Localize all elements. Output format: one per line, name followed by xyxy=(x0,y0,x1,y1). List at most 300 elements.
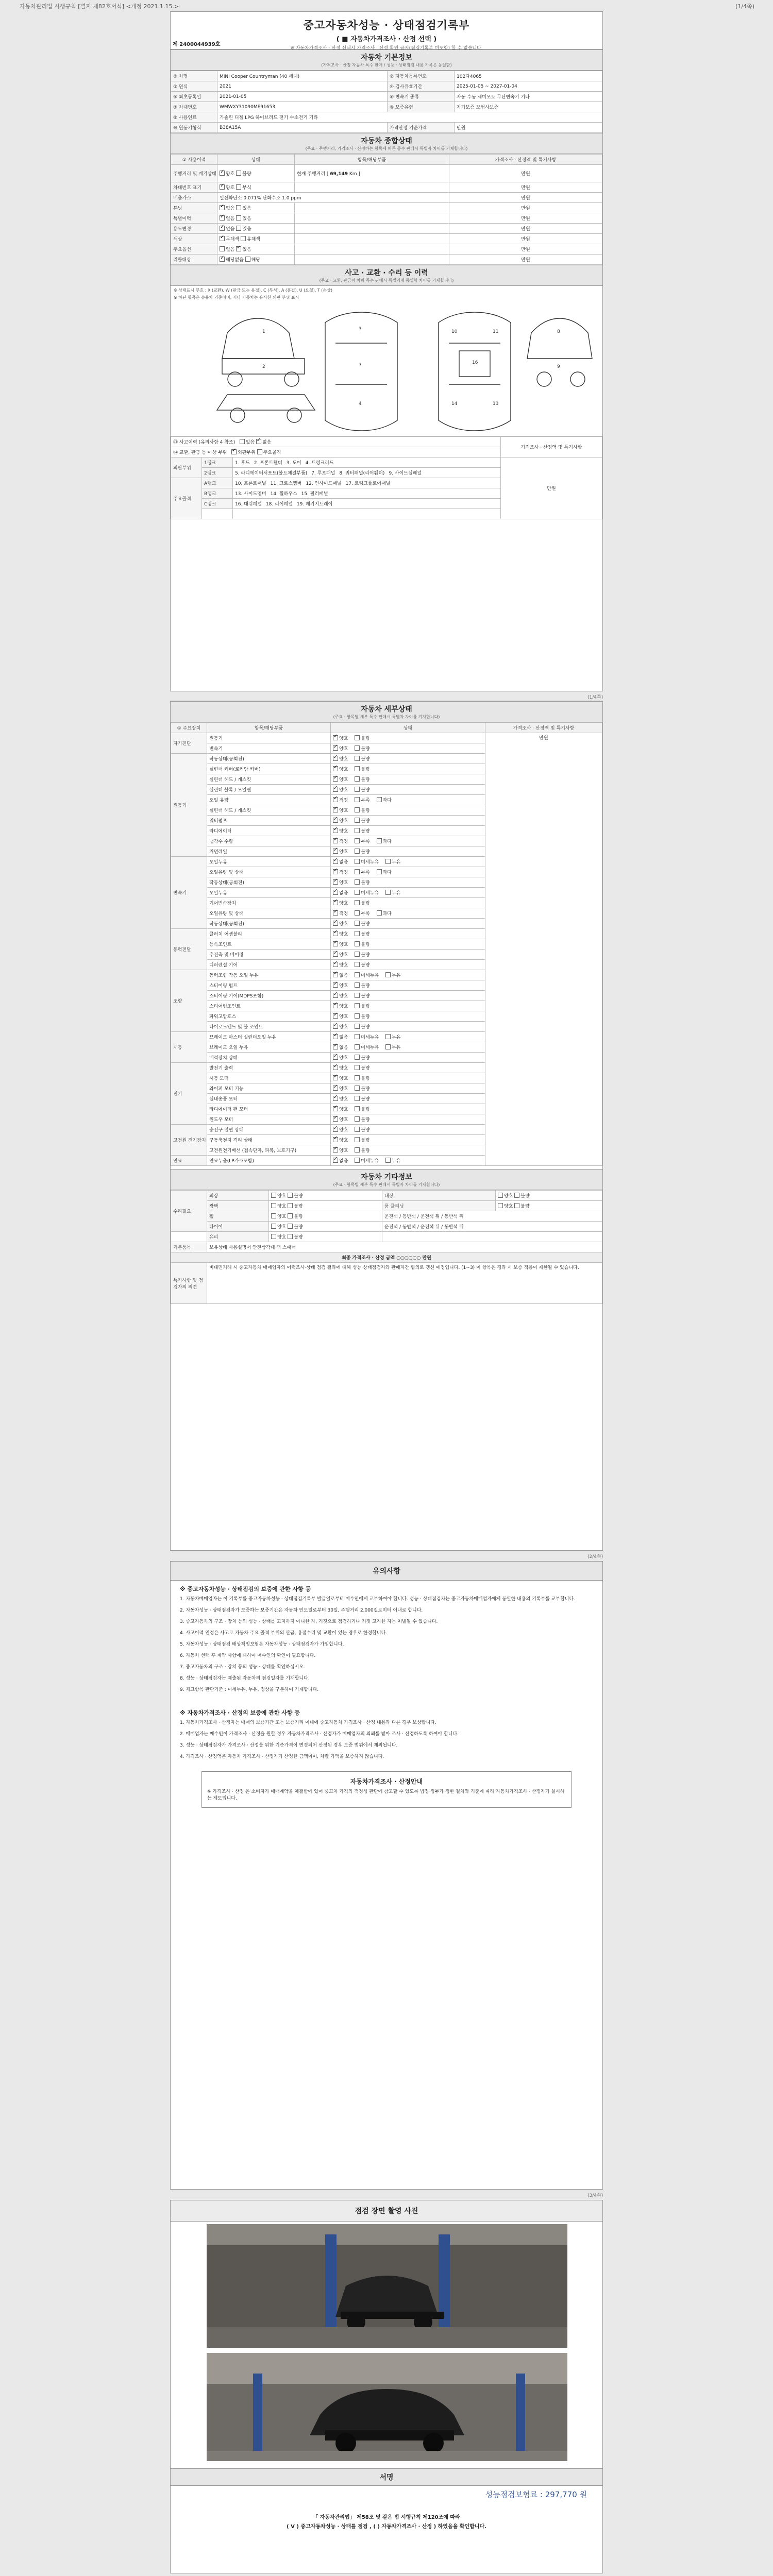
checkbox[interactable] xyxy=(220,226,225,231)
checkbox[interactable] xyxy=(220,184,225,190)
checkbox[interactable] xyxy=(220,171,225,176)
checkbox[interactable] xyxy=(333,952,338,957)
rank-label: 1랭크 xyxy=(202,457,233,468)
first-registration-date: 2021-01-05 xyxy=(217,92,388,102)
checkbox[interactable] xyxy=(355,921,360,926)
checkbox[interactable] xyxy=(355,735,360,740)
checkbox[interactable] xyxy=(333,859,338,864)
checkbox[interactable] xyxy=(236,171,241,176)
table-row xyxy=(171,733,602,743)
checkbox[interactable] xyxy=(333,1044,338,1049)
document-header xyxy=(171,12,602,49)
part-label: 오일누유 xyxy=(207,857,331,867)
part-label: 오일누유 xyxy=(207,888,331,898)
page-number: (2/4쪽) xyxy=(587,1554,603,1560)
checkbox[interactable] xyxy=(288,1234,293,1239)
checkbox[interactable] xyxy=(377,910,382,916)
option-label: 없음 xyxy=(339,1035,350,1040)
checkbox[interactable] xyxy=(288,1193,293,1198)
part-label: 발전기 출력 xyxy=(207,1063,331,1073)
checkbox[interactable] xyxy=(271,1224,276,1229)
option-label: 불량 xyxy=(361,736,370,741)
option-label: 없음 xyxy=(262,440,272,445)
part-label: 시동 모터 xyxy=(207,1073,331,1083)
part: 11. 크로스멤버 xyxy=(270,481,302,486)
checkbox[interactable] xyxy=(355,1086,360,1091)
checkbox[interactable] xyxy=(333,1116,338,1122)
checkbox[interactable] xyxy=(271,1234,276,1239)
label: 외장 xyxy=(207,1191,269,1201)
checkbox[interactable] xyxy=(385,1158,391,1163)
checkbox[interactable] xyxy=(355,756,360,761)
checkbox[interactable] xyxy=(385,1034,391,1039)
checkbox[interactable] xyxy=(355,962,360,967)
checkbox[interactable] xyxy=(385,972,391,977)
status-options xyxy=(331,1104,485,1114)
vehicle-name: MINI Cooper Countryman (40 세대) xyxy=(217,71,388,81)
odometer-value: 69,149 xyxy=(330,172,348,177)
option-label: 불량 xyxy=(361,922,370,927)
engine-type: B38A15A xyxy=(217,123,388,133)
checkbox[interactable] xyxy=(333,818,338,823)
registration-number: 102다4065 xyxy=(455,71,602,81)
sign-header xyxy=(171,2468,602,2486)
option-label: 양호 xyxy=(339,1056,350,1061)
checkbox[interactable] xyxy=(333,745,338,751)
status-options xyxy=(331,888,485,898)
option-label: 불량 xyxy=(361,963,370,968)
checkbox[interactable] xyxy=(288,1213,293,1218)
col-header: 상태 xyxy=(217,155,295,165)
checkbox[interactable] xyxy=(220,215,225,221)
checkbox[interactable] xyxy=(498,1203,503,1208)
checkbox[interactable] xyxy=(514,1203,519,1208)
checkbox[interactable] xyxy=(333,1147,338,1153)
svg-text:3: 3 xyxy=(359,327,362,332)
option-label: 양호 xyxy=(339,850,350,855)
option-label: 양호 xyxy=(339,788,350,793)
checkbox[interactable] xyxy=(377,797,382,802)
svg-text:11: 11 xyxy=(493,329,499,334)
col-header: 가격조사 · 산정액 및 특기사항 xyxy=(449,155,602,165)
checkbox[interactable] xyxy=(355,993,360,998)
status-options xyxy=(331,1063,485,1073)
accident-header xyxy=(171,265,602,286)
checkbox[interactable] xyxy=(333,1075,338,1080)
section-title: 자동차 세부상태 xyxy=(361,705,412,714)
status-options xyxy=(331,950,485,960)
checkbox[interactable] xyxy=(355,766,360,771)
section-title: 자동차 종합상태 xyxy=(361,137,412,145)
svg-text:8: 8 xyxy=(557,329,560,334)
option-label: 불량 xyxy=(361,942,370,947)
part-label: 실린더 커버(로커암 커버) xyxy=(207,764,331,774)
checkbox[interactable] xyxy=(257,449,262,454)
section-subtitle: (주요 · 항목별 세부 특수 판매시 특별자 차이를 기재합니다) xyxy=(333,715,440,719)
option-label: 양호 xyxy=(339,953,350,958)
status-options xyxy=(331,1156,485,1166)
checkbox[interactable] xyxy=(355,941,360,946)
label: 특별이력 xyxy=(171,213,217,224)
checkbox[interactable] xyxy=(355,828,360,833)
part: 17. 트렁크플로어패널 xyxy=(345,481,391,486)
checkbox[interactable] xyxy=(333,921,338,926)
checkbox[interactable] xyxy=(355,1024,360,1029)
option-label: 불량 xyxy=(361,932,370,937)
checkbox[interactable] xyxy=(355,1127,360,1132)
option-label: 과다 xyxy=(382,870,392,875)
checkbox[interactable] xyxy=(355,797,360,802)
option-label: 불량 xyxy=(361,1066,370,1071)
label: ① 차명 xyxy=(171,71,217,81)
table-row xyxy=(171,102,602,112)
checkbox[interactable] xyxy=(355,1096,360,1101)
option-label: 불량 xyxy=(361,1025,370,1030)
option-label: 양호 xyxy=(339,932,350,937)
price-guide-box xyxy=(201,1771,572,1808)
checkbox[interactable] xyxy=(236,246,241,251)
etc-header xyxy=(171,1169,602,1190)
checkbox[interactable] xyxy=(333,879,338,885)
checkbox[interactable] xyxy=(271,1213,276,1218)
option-label: 불량 xyxy=(361,984,370,989)
checkbox[interactable] xyxy=(333,962,338,967)
checkbox[interactable] xyxy=(377,869,382,874)
option-label: 주요골격 xyxy=(263,450,281,455)
option-label: 과다 xyxy=(382,798,392,803)
checkbox[interactable] xyxy=(355,838,360,843)
part: 7. 루프패널 xyxy=(311,471,335,476)
notice-item: 4. 가격조사 · 산정액은 자동차 가격조사 · 산정자가 산정한 금액이며, 차량 가액을 보증하지 않습니다. xyxy=(180,1754,384,1759)
notice-list xyxy=(171,1719,602,1761)
checkbox[interactable] xyxy=(355,1137,360,1142)
checkbox[interactable] xyxy=(355,849,360,854)
checkbox[interactable] xyxy=(288,1224,293,1229)
checkbox[interactable] xyxy=(240,439,245,444)
checkbox[interactable] xyxy=(333,993,338,998)
checkbox[interactable] xyxy=(220,236,225,241)
svg-text:1: 1 xyxy=(262,329,265,334)
checkbox[interactable] xyxy=(236,226,241,231)
svg-text:4: 4 xyxy=(359,401,362,406)
part: 4. 트렁크리드 xyxy=(305,461,334,466)
label: ⑥ 변속기 종류 xyxy=(388,92,455,102)
option-label: 양호 xyxy=(339,767,350,772)
checkbox[interactable] xyxy=(333,766,338,771)
checkbox[interactable] xyxy=(245,257,250,262)
checkbox[interactable] xyxy=(355,787,360,792)
checkbox[interactable] xyxy=(220,246,225,251)
option-label: 불량 xyxy=(361,1076,370,1081)
status-options xyxy=(331,1083,485,1094)
checkbox[interactable] xyxy=(241,236,246,241)
detail-header xyxy=(171,701,602,722)
checkbox[interactable] xyxy=(333,807,338,812)
checkbox[interactable] xyxy=(355,982,360,988)
confirmation-statement: ( V ) 중고자동차성능 · 상태를 점검 , ( ) 자동차가격조사 · 산정 ) 하였음을 확인합니다. xyxy=(287,2524,486,2530)
checkbox[interactable] xyxy=(355,776,360,782)
part-label: 작동상태(공회전) xyxy=(207,754,331,764)
checkbox[interactable] xyxy=(333,982,338,988)
option-label: 없음 xyxy=(339,1045,350,1050)
label: ⑦ 차대번호 xyxy=(171,102,217,112)
part-label: 와이퍼 모터 기능 xyxy=(207,1083,331,1094)
checkbox[interactable] xyxy=(355,1065,360,1070)
status-options xyxy=(331,1032,485,1042)
status-legend: ※ 상태표시 부호 : X (교환), W (판금 또는 용접), C (부식), A (흠집), U (요철), T (손상) xyxy=(174,288,333,293)
status-options xyxy=(331,898,485,908)
status-options xyxy=(331,754,485,764)
option-label: 없음 xyxy=(339,1159,350,1164)
checkbox[interactable] xyxy=(355,1034,360,1039)
part-label: 오일유량 및 상태 xyxy=(207,908,331,919)
checkbox[interactable] xyxy=(333,776,338,782)
option-label: 불량 xyxy=(361,850,370,855)
option-label: 불량 xyxy=(361,1087,370,1092)
box-text: ※ 가격조사 · 산정 은 소비자가 매매계약을 체결함에 있어 중고차 가격의 적정성 판단에 참고할 수 있도록 법정 정부가 정한 절차와 기준에 따라 자동차가격조사 · 산정자가 실시하는 제도입니다. xyxy=(207,1789,565,1801)
device-label: 원동기 xyxy=(171,754,207,857)
checkbox[interactable] xyxy=(355,1147,360,1153)
checkbox[interactable] xyxy=(355,1013,360,1019)
label: ③ 연식 xyxy=(171,81,217,92)
checkbox[interactable] xyxy=(236,215,241,221)
part-label: 타이로드엔드 및 볼 조인트 xyxy=(207,1022,331,1032)
checkbox[interactable] xyxy=(355,1106,360,1111)
checkbox[interactable] xyxy=(355,879,360,885)
checkbox[interactable] xyxy=(355,869,360,874)
checkbox[interactable] xyxy=(333,797,338,802)
checkbox[interactable] xyxy=(355,952,360,957)
option-label: 누유 xyxy=(391,1045,401,1050)
section-title: 자동차 기타정보 xyxy=(361,1173,412,1181)
checkbox[interactable] xyxy=(333,910,338,916)
rank-label: A랭크 xyxy=(202,478,233,488)
checkbox[interactable] xyxy=(271,1193,276,1198)
detail-table xyxy=(171,722,602,1166)
checkbox[interactable] xyxy=(355,1075,360,1080)
odometer-unit: Km xyxy=(349,172,357,177)
checkbox[interactable] xyxy=(333,941,338,946)
checkbox[interactable] xyxy=(355,807,360,812)
col-header: 가격조사 · 산정액 및 특기사항 xyxy=(485,723,602,733)
checkbox[interactable] xyxy=(355,818,360,823)
part-label: 스티어링 기어(MDPS포함) xyxy=(207,991,331,1001)
accident-table: ⑬ 사고이력 (유의사항 4 참조) 있음 ✓ 없음 가격조사 · 산정액 및 특기사항 ⑭ 교환, 판금 등 이상 부위 ✓ 외판부위 주요골격 외판부위 1랭크 1. 후드 2. 프론트휀더 3. 도어 4. 트렁크리드 만원 2랭크 5. 라디에이터서포트(볼트체결부품) 7. 루프패널 8. 쿼터패널(리어휀더) 9. 사이드실패널 주요골격 A랭크 10. 프론트패널 11. 크로스멤버 12. 인사이드패널 17. 트렁크플로어패널 B랭크 13. 사이드멤버 14. 휠하우스 15. 필러패널 C랭크 16. 대쉬패널 18. 리어패널 19. 패키지트레이 xyxy=(171,436,602,519)
part-label: 오일 유량 xyxy=(207,795,331,805)
checkbox[interactable] xyxy=(355,1044,360,1049)
garage-vehicle-photo xyxy=(207,2353,567,2461)
checkbox[interactable] xyxy=(220,205,225,210)
checkbox[interactable] xyxy=(355,931,360,936)
checkbox[interactable] xyxy=(333,1055,338,1060)
section-subtitle: (주요 · 교환, 판금이 차량 특수 판매시 특별기재 동일함 차이를 기재합니다) xyxy=(319,278,454,283)
checkbox[interactable] xyxy=(333,1003,338,1008)
checkbox[interactable] xyxy=(355,745,360,751)
notice-item: 9. 체크항목 판단기준 : 미세누유, 누유, 정상을 구분하여 기재합니다. xyxy=(180,1687,319,1692)
inspection-photo-2 xyxy=(207,2353,567,2461)
checkbox[interactable] xyxy=(355,900,360,905)
checkbox[interactable] xyxy=(236,184,241,190)
checkbox[interactable] xyxy=(333,869,338,874)
status-options xyxy=(331,826,485,836)
col-header: ① 주요장치 xyxy=(171,723,207,733)
checkbox[interactable] xyxy=(333,1137,338,1142)
legend-note: ※ 하단 항목은 승용차 기준이며, 기타 자동차는 유사한 외판 부위 표시 xyxy=(174,295,299,300)
checkbox[interactable] xyxy=(256,439,261,444)
part-label: 작동상태(공회전) xyxy=(207,877,331,888)
checkbox[interactable] xyxy=(333,735,338,740)
checkbox[interactable] xyxy=(355,910,360,916)
status-options xyxy=(331,805,485,816)
option-label: 부족 xyxy=(361,911,372,917)
checkbox[interactable] xyxy=(220,257,225,262)
device-label: 고전원 전기장치 xyxy=(171,1125,207,1156)
fee-label: 성능점검보험료 : xyxy=(485,2490,543,2499)
part-label: 작동상태(공회전) xyxy=(207,919,331,929)
group-label: 외판부위 xyxy=(171,457,202,478)
checkbox[interactable] xyxy=(333,1158,338,1163)
checkbox[interactable] xyxy=(333,787,338,792)
status-options xyxy=(331,1094,485,1104)
top-bar xyxy=(0,0,773,10)
status-options xyxy=(331,1073,485,1083)
col-header: 상태 xyxy=(331,723,485,733)
status-options xyxy=(331,1001,485,1011)
checkbox[interactable] xyxy=(333,849,338,854)
part-label: 윈도우 모터 xyxy=(207,1114,331,1125)
part-label: 등속조인트 xyxy=(207,939,331,950)
warranty-type: 자가보증 보험사보증 xyxy=(455,102,602,112)
part-label: 변속기 xyxy=(207,743,331,754)
checkbox[interactable] xyxy=(385,859,391,864)
notice-list xyxy=(171,1595,602,1694)
table-row xyxy=(171,112,602,123)
status-options xyxy=(331,774,485,785)
checkbox[interactable] xyxy=(333,972,338,977)
col-header: 항목/해당부품 xyxy=(295,155,449,165)
status-options xyxy=(331,939,485,950)
checkbox[interactable] xyxy=(333,931,338,936)
option-label: 양호 xyxy=(339,901,350,906)
checkbox[interactable] xyxy=(271,1203,276,1208)
option-label: 불량 xyxy=(361,1056,370,1061)
checkbox[interactable] xyxy=(333,1086,338,1091)
status-options xyxy=(331,877,485,888)
label: 유리 xyxy=(207,1232,269,1242)
summary-header xyxy=(171,133,602,154)
label: 광택 xyxy=(207,1201,269,1211)
checkbox[interactable] xyxy=(333,1013,338,1019)
option-label: 양호 xyxy=(339,808,350,814)
status-options xyxy=(331,743,485,754)
checkbox[interactable] xyxy=(333,890,338,895)
checkbox[interactable] xyxy=(333,1024,338,1029)
checkbox[interactable] xyxy=(333,756,338,761)
checkbox[interactable] xyxy=(333,1106,338,1111)
svg-text:16: 16 xyxy=(472,360,478,365)
checkbox[interactable] xyxy=(355,1116,360,1122)
checkbox[interactable] xyxy=(498,1193,503,1198)
summary-table: ① 사용이력 상태 항목/해당부품 가격조사 · 산정액 및 특기사항 주행거리 및 계기상태 ✓ 양호 불량 현재 주행거리 [ 69,149 Km ] 만원 차대번호 표기 ✓ 양호 부식 만원 배출가스 일산화탄소 0.071% 탄화수소 1.0 ppm 만원 튜닝 ✓ 없음 있음 만원 특별이력 ✓ 없음 있음 만원 용도변경 ✓ 없음 있음 만원 색상 ✓ 무채색 유채색 만원 주요옵션 없음 ✓있음 만원 리콜대상 ✓ 해당없음 해당 만원 xyxy=(171,154,602,265)
option-label: 불량 xyxy=(361,1004,370,1009)
legal-statement: 「 자동차관리법」 제58조 및 같은 법 시행규칙 제120조에 따라 xyxy=(313,2515,460,2520)
option-label: 부족 xyxy=(361,798,372,803)
emission-values: 일산화탄소 0.071% 탄화수소 1.0 ppm xyxy=(217,193,449,203)
vin: WMWXY31090ME91653 xyxy=(217,102,388,112)
device-label: 연료 xyxy=(171,1156,207,1166)
checkbox[interactable] xyxy=(333,828,338,833)
label: ⑨ 사용연료 xyxy=(171,112,217,123)
part: 15. 필러패널 xyxy=(301,492,328,497)
part-label: 클러치 어셈블리 xyxy=(207,929,331,939)
option-label: 부족 xyxy=(361,870,372,875)
basic-info-header xyxy=(171,49,602,71)
checkbox[interactable] xyxy=(355,1003,360,1008)
checkbox[interactable] xyxy=(333,1065,338,1070)
option-label: 불량 xyxy=(361,788,370,793)
status-options xyxy=(331,846,485,857)
model-year: 2021 xyxy=(217,81,388,92)
option-label: 양호 xyxy=(339,1117,350,1123)
page-4 xyxy=(170,2200,603,2573)
section-title: 서명 xyxy=(379,2473,394,2482)
label: 기본품목 xyxy=(171,1242,207,1252)
option-label: 불량 xyxy=(361,994,370,999)
part: 10. 프론트패널 xyxy=(235,481,266,486)
section-subtitle: (가격조사 · 산정 자동차 특수 판매 / 성능 · 상태점검 내용 기록은 동일함) xyxy=(321,63,452,67)
checkbox[interactable] xyxy=(288,1203,293,1208)
part-label: 라디에이터 팬 모터 xyxy=(207,1104,331,1114)
checkbox[interactable] xyxy=(231,449,237,454)
checkbox[interactable] xyxy=(333,900,338,905)
status-options xyxy=(331,1125,485,1135)
checkbox[interactable] xyxy=(377,838,382,843)
document-note: ※ 자동차가격조사 · 산정 선택시 가격조사 · 산정 확인 금지(점검기록부 미포함) 할 수 없습니다. xyxy=(290,46,483,51)
section-title: 유의사항 xyxy=(372,1567,401,1575)
status-options xyxy=(331,857,485,867)
checkbox[interactable] xyxy=(333,838,338,843)
checkbox[interactable] xyxy=(355,1055,360,1060)
section-title: 사고 · 교환 · 수리 등 이력 xyxy=(345,269,428,277)
checkbox[interactable] xyxy=(355,859,360,864)
checkbox[interactable] xyxy=(355,890,360,895)
notice-item: 8. 성능 · 상태점검자는 제출된 자동차의 점검일자를 기재합니다. xyxy=(180,1676,310,1681)
status-options xyxy=(331,991,485,1001)
price-cell: 만원 xyxy=(485,733,602,1166)
checkbox[interactable] xyxy=(355,1158,360,1163)
option-label: 불량 xyxy=(361,901,370,906)
device-label: 조향 xyxy=(171,970,207,1032)
checkbox[interactable] xyxy=(333,1127,338,1132)
checkbox[interactable] xyxy=(333,1034,338,1039)
checkbox[interactable] xyxy=(333,1096,338,1101)
option-label: 미세누유 xyxy=(361,1045,380,1050)
option-label: 불량 xyxy=(361,1148,370,1154)
checkbox[interactable] xyxy=(236,205,241,210)
checkbox[interactable] xyxy=(355,972,360,977)
option-label: 있음 xyxy=(245,440,255,445)
part: 19. 패키지트레이 xyxy=(296,502,333,507)
checkbox[interactable] xyxy=(385,890,391,895)
checkbox[interactable] xyxy=(385,1044,391,1049)
option-label: 불량 xyxy=(361,757,370,762)
notice-item: 1. 자동차매매업자는 이 기록부를 중고자동차성능 · 상태점검기록부 발급일로부터 매수인에게 교부하여야 합니다. 성능 · 상태점검자는 중고자동차매매업자에게 동일한 내용의 기록부를 교부합니다. xyxy=(180,1597,576,1602)
page-2 xyxy=(170,701,603,1551)
notice-item: 1. 자동차가격조사 · 산정자는 매매의 보증기간 또는 보증거리 이내에 중고자동차 가격조사 · 산정 내용과 다른 경우 보상합니다. xyxy=(180,1720,436,1725)
checkbox[interactable] xyxy=(514,1193,519,1198)
option-label: 양호 xyxy=(339,1087,350,1092)
photo-header xyxy=(171,2200,602,2222)
